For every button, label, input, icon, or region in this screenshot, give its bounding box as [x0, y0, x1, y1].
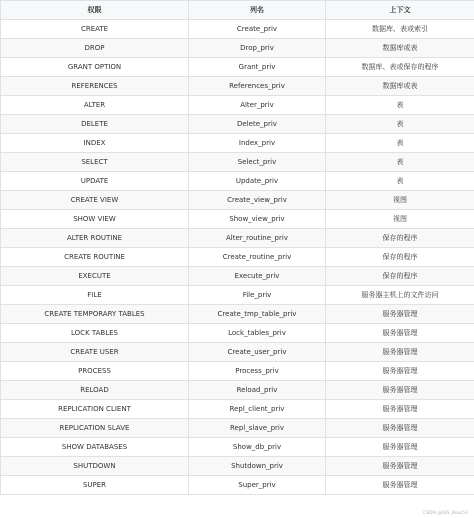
cell-privilege: EXECUTE [1, 267, 189, 286]
table-row [1, 267, 474, 286]
cell-column-name: Alter_routine_priv [189, 229, 326, 248]
cell-context: 服务器管理 [326, 324, 474, 343]
table-row [1, 419, 474, 438]
cell-privilege: SHOW VIEW [1, 210, 189, 229]
cell-context: 服务器管理 [326, 343, 474, 362]
table-row [1, 476, 474, 495]
cell-column-name: Drop_priv [189, 39, 326, 58]
cell-column-name: Create_tmp_table_priv [189, 305, 326, 324]
table-row [1, 286, 474, 305]
cell-context: 表 [326, 115, 474, 134]
table-row [1, 172, 474, 191]
header-column-name: 列名 [189, 1, 326, 20]
table-row [1, 39, 474, 58]
cell-privilege: ALTER [1, 96, 189, 115]
table-row [1, 134, 474, 153]
cell-privilege: DROP [1, 39, 189, 58]
cell-context: 数据库或表 [326, 77, 474, 96]
table-row [1, 248, 474, 267]
cell-context: 服务器管理 [326, 419, 474, 438]
table-row [1, 191, 474, 210]
table-row [1, 324, 474, 343]
cell-column-name: Shutdown_priv [189, 457, 326, 476]
cell-context: 表 [326, 134, 474, 153]
cell-context: 保存的程序 [326, 229, 474, 248]
table-row [1, 210, 474, 229]
cell-column-name: Index_priv [189, 134, 326, 153]
cell-privilege: SUPER [1, 476, 189, 495]
cell-context: 服务器管理 [326, 438, 474, 457]
cell-column-name: Process_priv [189, 362, 326, 381]
cell-privilege: CREATE USER [1, 343, 189, 362]
cell-context: 视图 [326, 191, 474, 210]
header-privilege: 权限 [1, 1, 189, 20]
table-row [1, 229, 474, 248]
table-row [1, 400, 474, 419]
cell-column-name: Show_db_priv [189, 438, 326, 457]
cell-context: 服务器管理 [326, 305, 474, 324]
cell-privilege: REPLICATION CLIENT [1, 400, 189, 419]
cell-privilege: REPLICATION SLAVE [1, 419, 189, 438]
cell-context: 保存的程序 [326, 267, 474, 286]
cell-column-name: Repl_slave_priv [189, 419, 326, 438]
cell-column-name: Delete_priv [189, 115, 326, 134]
cell-context: 服务器管理 [326, 400, 474, 419]
cell-column-name: Grant_priv [189, 58, 326, 77]
cell-privilege: REFERENCES [1, 77, 189, 96]
table-row [1, 77, 474, 96]
table-row [1, 457, 474, 476]
cell-column-name: Create_priv [189, 20, 326, 39]
cell-privilege: PROCESS [1, 362, 189, 381]
cell-column-name: Alter_priv [189, 96, 326, 115]
cell-context: 表 [326, 153, 474, 172]
cell-column-name: Execute_priv [189, 267, 326, 286]
cell-column-name: References_priv [189, 77, 326, 96]
table-row [1, 362, 474, 381]
table-row [1, 343, 474, 362]
table-header [1, 1, 474, 20]
cell-column-name: Super_priv [189, 476, 326, 495]
cell-context: 服务器主机上的文件访问 [326, 286, 474, 305]
cell-privilege: RELOAD [1, 381, 189, 400]
table-row [1, 381, 474, 400]
table-row [1, 438, 474, 457]
cell-context: 数据库、表或保存的程序 [326, 58, 474, 77]
cell-column-name: Create_view_priv [189, 191, 326, 210]
cell-context: 表 [326, 96, 474, 115]
cell-privilege: SHOW DATABASES [1, 438, 189, 457]
cell-privilege: CREATE TEMPORARY TABLES [1, 305, 189, 324]
table-row [1, 153, 474, 172]
cell-context: 表 [326, 172, 474, 191]
cell-context: 数据库或表 [326, 39, 474, 58]
cell-context: 服务器管理 [326, 362, 474, 381]
table-row [1, 58, 474, 77]
cell-column-name: Repl_client_priv [189, 400, 326, 419]
cell-column-name: Create_user_priv [189, 343, 326, 362]
table-body [1, 20, 474, 495]
cell-privilege: CREATE VIEW [1, 191, 189, 210]
cell-privilege: UPDATE [1, 172, 189, 191]
cell-context: 数据库、表或索引 [326, 20, 474, 39]
cell-privilege: ALTER ROUTINE [1, 229, 189, 248]
cell-privilege: SELECT [1, 153, 189, 172]
header-context: 上下文 [326, 1, 474, 20]
cell-column-name: Show_view_priv [189, 210, 326, 229]
cell-column-name: Select_priv [189, 153, 326, 172]
header-row [1, 1, 474, 20]
cell-privilege: DELETE [1, 115, 189, 134]
cell-privilege: GRANT OPTION [1, 58, 189, 77]
cell-context: 保存的程序 [326, 248, 474, 267]
cell-context: 视图 [326, 210, 474, 229]
cell-privilege: SHUTDOWN [1, 457, 189, 476]
cell-column-name: Reload_priv [189, 381, 326, 400]
table-row [1, 305, 474, 324]
cell-column-name: Create_routine_priv [189, 248, 326, 267]
cell-context: 服务器管理 [326, 457, 474, 476]
cell-column-name: File_priv [189, 286, 326, 305]
cell-column-name: Lock_tables_priv [189, 324, 326, 343]
cell-context: 服务器管理 [326, 381, 474, 400]
cell-privilege: CREATE ROUTINE [1, 248, 189, 267]
cell-privilege: LOCK TABLES [1, 324, 189, 343]
table-row [1, 96, 474, 115]
table-row [1, 20, 474, 39]
watermark: CSDN @GIS_Boss53 [423, 511, 468, 516]
cell-context: 服务器管理 [326, 476, 474, 495]
table-row [1, 115, 474, 134]
cell-column-name: Update_priv [189, 172, 326, 191]
cell-privilege: FILE [1, 286, 189, 305]
cell-privilege: CREATE [1, 20, 189, 39]
cell-privilege: INDEX [1, 134, 189, 153]
